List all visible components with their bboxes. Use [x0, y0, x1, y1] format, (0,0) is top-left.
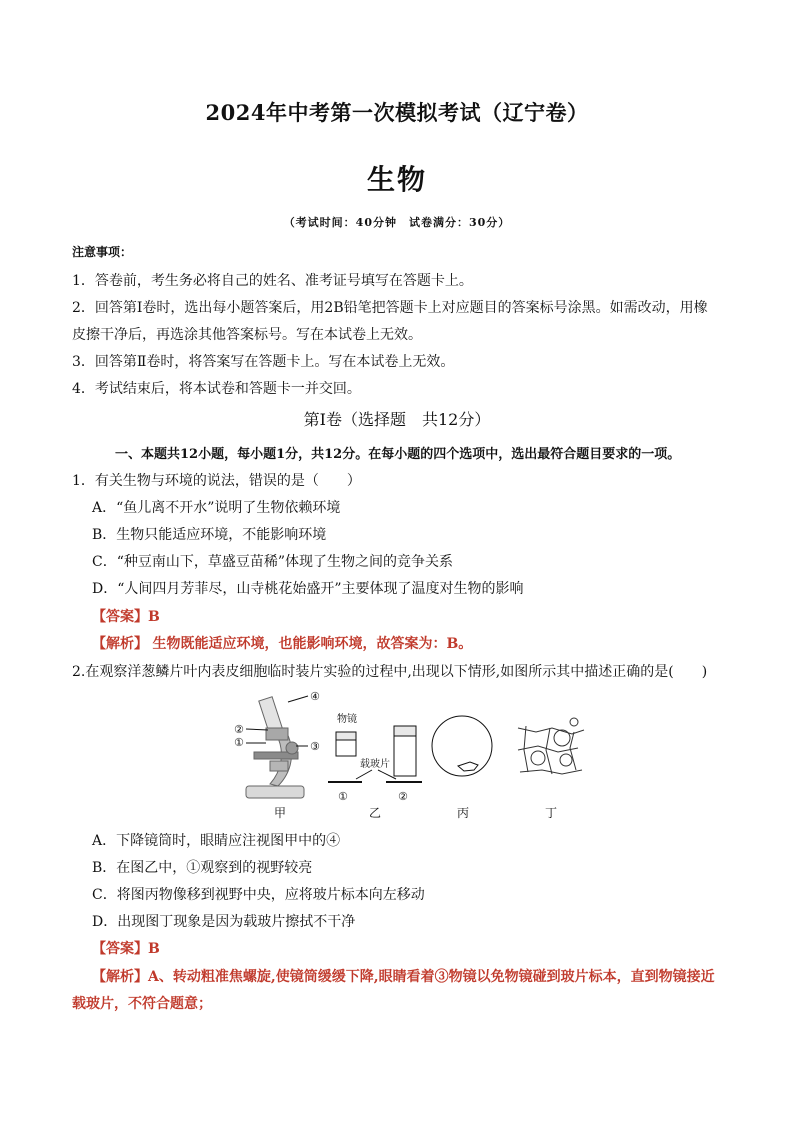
mark-2: ② — [234, 723, 244, 736]
subject-title: 生物 — [366, 163, 427, 196]
exam-title: 2024年中考第一次模拟考试（辽宁卷） — [205, 100, 589, 125]
figure-label-ding: 丁 — [545, 806, 558, 820]
objective-label: 物镜 — [337, 714, 357, 725]
question-1-explanation — [92, 633, 472, 653]
figure-drawing — [226, 688, 606, 820]
explanation-text: 生物既能适应环境，也能影响环境，故答案为：B。 — [152, 636, 473, 652]
question-2-option-c: C．将图丙物像移到视野中央，应将玻片标本向左移动 — [92, 887, 425, 903]
question-1-option-d: D．“人间四月芳菲尽，山寺桃花始盛开”主要体现了温度对生物的影响 — [92, 581, 524, 597]
question-1-option-b: B．生物只能适应环境，不能影响环境 — [92, 527, 327, 543]
mark-1: ① — [234, 736, 244, 749]
notice-item: 3．回答第Ⅱ卷时，将答案写在答题卡上。写在本试卷上无效。 — [72, 354, 455, 370]
microscope-figure — [226, 688, 606, 820]
figure-label-yi: 乙 — [369, 806, 382, 820]
question-2-option-d: D．出现图丁现象是因为载玻片擦拭不干净 — [92, 914, 356, 930]
sub-mark-2: ② — [398, 790, 408, 803]
explanation-label: 【解析】 — [92, 969, 148, 985]
question-2-option-a: A．下降镜筒时，眼睛应注视图甲中的④ — [92, 833, 341, 849]
slide-label: 载玻片 — [360, 759, 390, 770]
question-2-stem: 2.在观察洋葱鳞片叶内表皮细胞临时装片实验的过程中,出现以下情形,如图所示其中描述正确的是( ) — [72, 664, 708, 680]
question-2-answer: 【答案】B — [92, 941, 160, 957]
question-2-explanation-line-2 — [72, 993, 212, 1013]
explanation-text: A、转动粗准焦螺旋,使镜筒缓缓下降,眼睛看着③物镜以免物镜碰到玻片标本，直到物镜接近 — [148, 969, 715, 985]
notice-item: 皮擦干净后，再选涂其他答案标号。写在本试卷上无效。 — [72, 327, 422, 343]
question-1-option-a: A．“鱼儿离不开水”说明了生物依赖环境 — [92, 500, 341, 516]
notice-item: 2．回答第Ⅰ卷时，选出每小题答案后，用2B铅笔把答题卡上对应题目的答案标号涂黑。如需改动，用橡 — [72, 300, 708, 316]
notice-heading: 注意事项： — [72, 245, 133, 259]
section-instruction: 一、本题共12小题，每小题1分，共12分。在每小题的四个选项中，选出最符合题目要求的一项。 — [115, 447, 681, 462]
question-1-option-c: C．“种豆南山下，草盛豆苗稀”体现了生物之间的竞争关系 — [92, 554, 454, 570]
microscope-image — [246, 697, 304, 798]
mark-4: ④ — [310, 690, 320, 703]
notice-item: 1．答卷前，考生务必将自己的姓名、准考证号填写在答题卡上。 — [72, 273, 473, 289]
question-1-stem: 1．有关生物与环境的说法，错误的是（ ） — [72, 473, 361, 489]
question-2-option-b: B．在图乙中，①观察到的视野较亮 — [92, 860, 313, 876]
figure-label-bing: 丙 — [457, 806, 470, 820]
sub-mark-1: ① — [338, 790, 348, 803]
explanation-text-continued: 载玻片，不符合题意； — [72, 996, 212, 1012]
question-2-explanation-line-1 — [92, 966, 715, 986]
notice-item: 4．考试结束后，将本试卷和答题卡一并交回。 — [72, 381, 361, 397]
section-title: 第Ⅰ卷（选择题 共12分） — [303, 410, 491, 429]
figure-label-jia: 甲 — [274, 806, 287, 820]
mark-3: ③ — [310, 740, 320, 753]
exam-meta: （考试时间：40分钟 试卷满分：30分） — [283, 216, 511, 229]
explanation-label: 【解析】 — [92, 636, 148, 652]
question-1-answer: 【答案】B — [92, 609, 160, 625]
